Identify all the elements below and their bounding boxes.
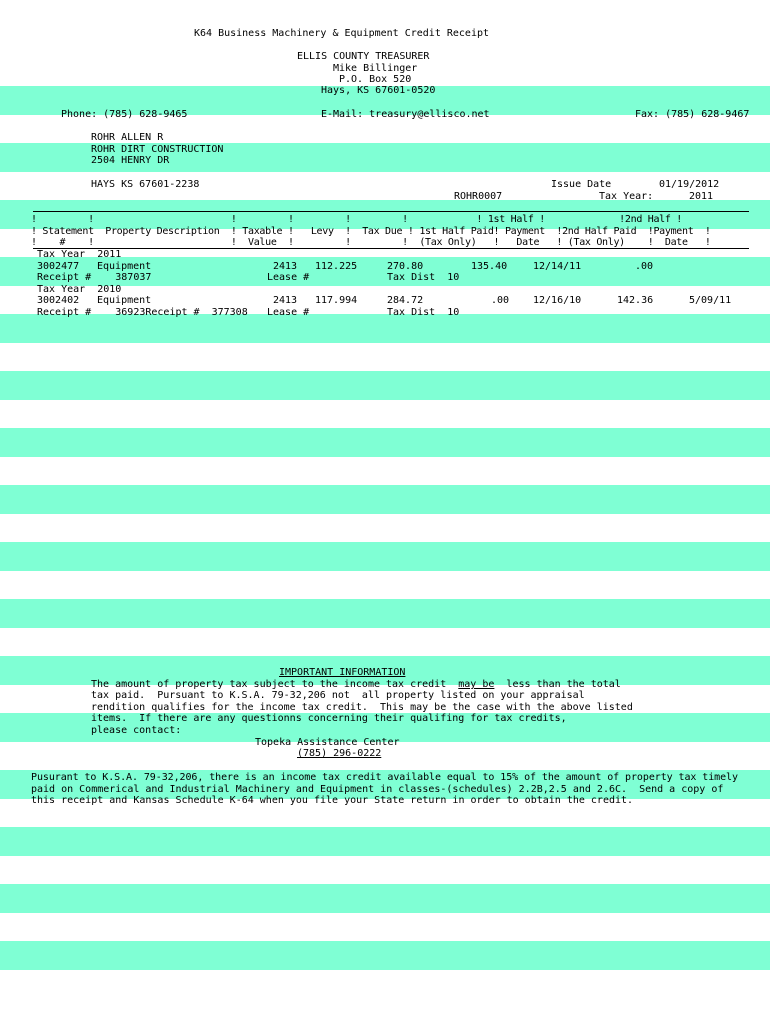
account-code: ROHR0007 (454, 191, 503, 202)
addressee-line: HAYS KS 67601-2238 (91, 179, 200, 190)
important-line: please contact: (91, 725, 182, 736)
table-top-rule (33, 211, 749, 212)
addressee-line: 2504 HENRY DR (91, 155, 170, 166)
greenbar-band (0, 542, 770, 571)
receipt-number: Receipt # 387037 (37, 272, 152, 283)
addressee-line: ROHR DIRT CONSTRUCTION (91, 144, 224, 155)
second-half-paid: .00 (635, 261, 654, 272)
second-half-paid: 142.36 (617, 295, 654, 306)
taxable-value: 2413 (273, 261, 298, 272)
table-header-rule (33, 248, 749, 249)
po-box: P.O. Box 520 (339, 74, 412, 85)
office-city: Hays, KS 67601-0520 (321, 85, 436, 96)
tax-district: Tax Dist 10 (387, 272, 460, 283)
greenbar-band (0, 371, 770, 400)
table-header-row: ! ! ! ! ! ! ! 1st Half ! !2nd Half ! (31, 214, 682, 225)
levy: 117.994 (315, 295, 358, 306)
important-text: less than the total (494, 679, 621, 690)
fax: Fax: (785) 628-9467 (635, 109, 750, 120)
document-title: K64 Business Machinery & Equipment Credit Receipt (194, 28, 490, 39)
important-text: The amount of property tax subject to the income tax credit (91, 679, 459, 690)
receipt-number: Receipt # 36923Receipt # 377308 (37, 307, 248, 318)
tax-due: 284.72 (387, 295, 424, 306)
greenbar-band (0, 485, 770, 514)
tax-year-label: Tax Year: (599, 191, 654, 202)
footer-line: paid on Commerical and Industrial Machinery and Equipment in classes-(schedules) 2.2B,2.5 and 2.6C. Send a copy of (31, 784, 724, 795)
greenbar-band (0, 428, 770, 457)
important-line: rendition qualifies for the income tax credit. This may be the case with the above listed (91, 702, 633, 713)
footer-line: Pusurant to K.S.A. 79-32,206, there is an income tax credit available equal to 15% of the amount of property tax timely (31, 772, 738, 783)
contact-name: Topeka Assistance Center (255, 737, 400, 748)
addressee-line: ROHR ALLEN R (91, 132, 164, 143)
table-header-row: ! Statement Property Description ! Taxable ! Levy ! Tax Due ! 1st Half Paid! Payment !2nd Half Paid !Payment ! (31, 226, 711, 237)
first-half-date: 12/16/10 (533, 295, 582, 306)
footer-line: this receipt and Kansas Schedule K-64 when you file your State return in order to obtain the credit. (31, 795, 634, 806)
greenbar-band (0, 827, 770, 856)
statement-number: 3002477 (37, 261, 80, 272)
statement-number: 3002402 (37, 295, 80, 306)
important-line: tax paid. Pursuant to K.S.A. 79-32,206 not all property listed on your appraisal (91, 690, 585, 701)
lease-label: Lease # (267, 307, 310, 318)
important-heading: IMPORTANT INFORMATION (279, 667, 406, 678)
property-description: Equipment (97, 261, 152, 272)
levy: 112.225 (315, 261, 358, 272)
tax-year-line: Tax Year 2010 (37, 284, 122, 295)
taxable-value: 2413 (273, 295, 298, 306)
treasurer-name: Mike Billinger (333, 63, 418, 74)
email: E-Mail: treasury@ellisco.net (321, 109, 490, 120)
lease-label: Lease # (267, 272, 310, 283)
tax-district: Tax Dist 10 (387, 307, 460, 318)
first-half-date: 12/14/11 (533, 261, 582, 272)
issue-date: 01/19/2012 (659, 179, 720, 190)
tax-year: 2011 (689, 191, 714, 202)
first-half-paid: 135.40 (471, 261, 508, 272)
contact-phone: (785) 296-0222 (297, 748, 382, 759)
issue-date-label: Issue Date (551, 179, 612, 190)
office-name: ELLIS COUNTY TREASURER (297, 51, 430, 62)
greenbar-band (0, 941, 770, 970)
second-half-date: 5/09/11 (689, 295, 732, 306)
greenbar-band (0, 599, 770, 628)
first-half-paid: .00 (491, 295, 510, 306)
tax-due: 270.80 (387, 261, 424, 272)
phone: Phone: (785) 628-9465 (61, 109, 188, 120)
tax-year-line: Tax Year 2011 (37, 249, 122, 260)
may-be-emphasis: may be (458, 679, 495, 690)
important-line: items. If there are any questionns concerning their qualifing for tax credits, (91, 713, 567, 724)
table-header-row: ! # ! ! Value ! ! ! (Tax Only) ! Date ! (Tax Only) ! Date ! (31, 237, 711, 248)
property-description: Equipment (97, 295, 152, 306)
greenbar-band (0, 884, 770, 913)
